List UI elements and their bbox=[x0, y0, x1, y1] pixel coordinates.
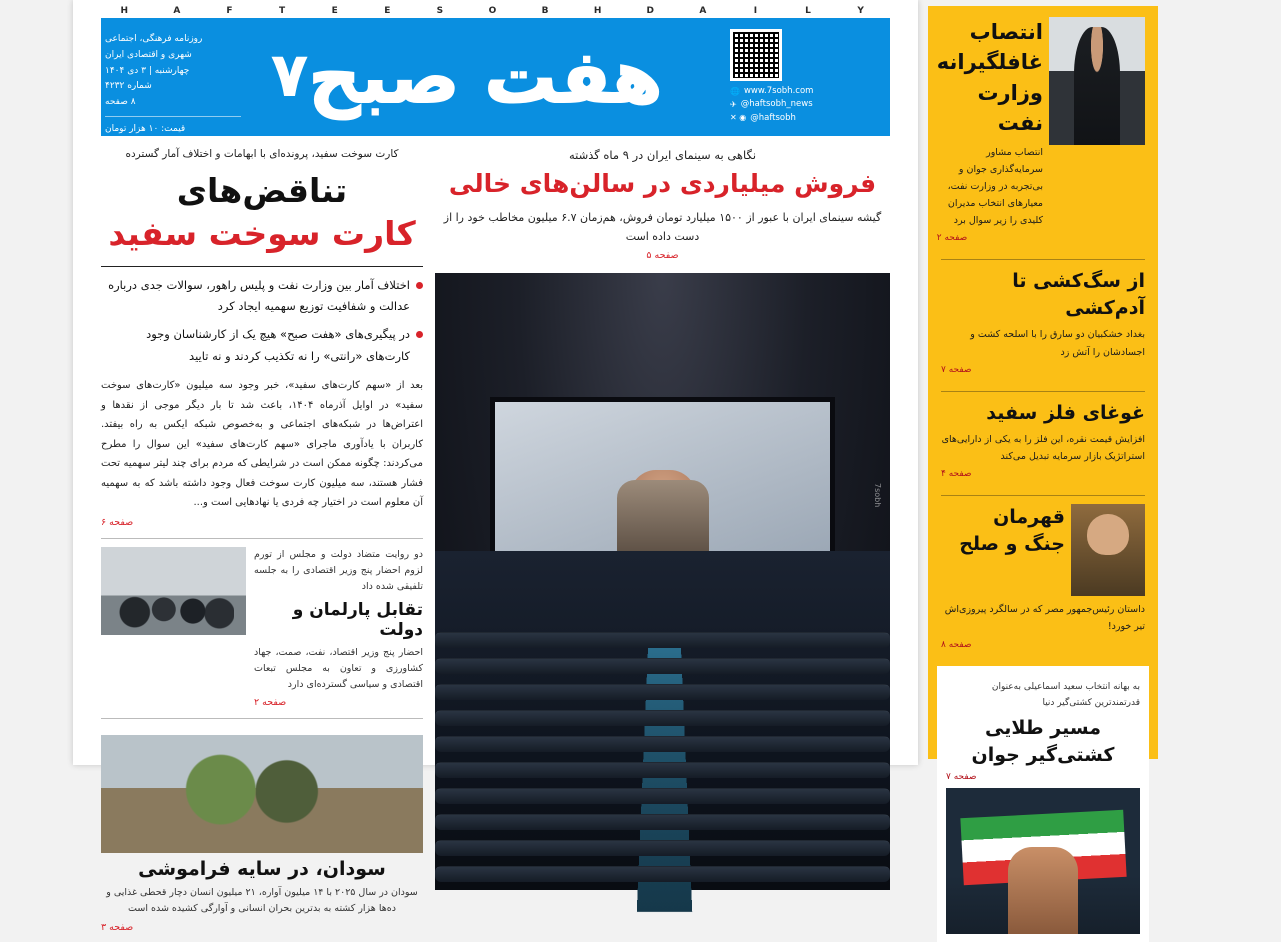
sudan-sub: سودان در سال ۲۰۲۵ با ۱۴ میلیون آواره، ۲۱ میلیون انسان دچار قحطی غذایی و ده‌ها هزار کشته به بدترین بحران انسانی و آوارگی کشیده شده است bbox=[106, 887, 418, 915]
metals-page-tag: صفحه ۴ bbox=[941, 469, 972, 480]
hero-title-line1: قهرمان bbox=[993, 506, 1065, 529]
lead-title-red: کارت سوخت سفید bbox=[108, 213, 416, 253]
metals-sub: افزایش قیمت نقره، این فلز را به یکی از دارایی‌های استراتژیک بازار سرمایه تبدیل می‌کند bbox=[941, 434, 1145, 463]
telegram-row[interactable] bbox=[730, 98, 813, 111]
hero-title-line2: جنگ و صلح bbox=[959, 532, 1065, 555]
bullet-text: در پیگیری‌های «هفت صبح» هیچ یک از کارشناسان وجود کارت‌های «رانتی» را نه تکذیب کردند و نه تایید bbox=[146, 327, 410, 364]
cinema-page-tag: صفحه ۵ bbox=[646, 250, 679, 262]
lead-overline: کارت سوخت سفید، پرونده‌ای با ابهامات و اختلاف آمار گسترده bbox=[125, 148, 399, 160]
parliament-title: تقابل پارلمان و دولت bbox=[292, 599, 423, 640]
photo-credit: 7sobh bbox=[873, 483, 882, 508]
wrestling-title: مسیر طلایی کشتی‌گیر جوان bbox=[971, 716, 1115, 766]
list-item bbox=[101, 275, 423, 319]
oil-photo bbox=[1049, 17, 1145, 145]
cinema-story[interactable] bbox=[435, 146, 890, 757]
latin-letter: S bbox=[436, 6, 450, 16]
latin-letter: O bbox=[488, 6, 503, 16]
dogs-sub: بغداد خشکبیان دو سارق را با اسلحه کشت و اجسادشان را آتش زد bbox=[970, 329, 1145, 358]
info-line-2: شهری و اقتصادی ایران bbox=[105, 49, 192, 60]
oil-title: انتصاب غافلگیرانه وزارت نفت bbox=[936, 20, 1043, 136]
cinema-screen-image bbox=[490, 397, 836, 567]
price: قیمت: ۱۰ هزار تومان bbox=[105, 123, 186, 134]
page-count: ۸ صفحه bbox=[105, 97, 136, 107]
divider bbox=[105, 116, 241, 117]
parliament-story[interactable] bbox=[101, 538, 423, 709]
list-item bbox=[101, 324, 423, 368]
hero-story[interactable] bbox=[931, 495, 1155, 657]
hero-portrait-photo bbox=[1071, 504, 1145, 596]
parliament-overline: دو روایت متضاد دولت و مجلس از تورم لزوم احضار پنج وزیر اقتصادی را به جلسه تلفیقی شده داد bbox=[254, 548, 423, 592]
newspaper-sheet bbox=[73, 0, 918, 933]
cinema-kicker: نگاهی به سینمای ایران در ۹ ماه گذشته bbox=[568, 148, 757, 162]
bullet-dot-icon bbox=[416, 282, 423, 289]
latin-letter: H bbox=[120, 6, 135, 16]
oil-story[interactable] bbox=[931, 9, 1155, 251]
latin-letter: A bbox=[173, 6, 187, 16]
latin-letter: I bbox=[753, 6, 764, 16]
oil-page-tag: صفحه ۲ bbox=[936, 233, 968, 244]
masthead-info bbox=[101, 18, 251, 136]
x-instagram-icon: ✕ ◉ bbox=[730, 112, 747, 122]
cinema-lede: گیشه سینمای ایران با عبور از ۱۵۰۰ میلیارد تومان فروش، هم‌زمان ۶.۷ میلیون مخاطب خود را از دست داده است bbox=[443, 210, 882, 243]
sudan-page-tag: صفحه ۳ bbox=[101, 921, 134, 933]
latin-letter: H bbox=[593, 6, 608, 16]
wrestling-photo bbox=[946, 788, 1140, 934]
latin-letter: L bbox=[805, 6, 817, 16]
telegram-icon: ✈ bbox=[730, 99, 737, 109]
wrestling-story[interactable] bbox=[937, 666, 1149, 942]
issue-date: چهارشنبه | ۳ دی ۱۴۰۴ bbox=[105, 65, 190, 76]
parliament-sub: احضار پنج وزیر اقتصاد، نفت، صمت، جهاد کشاورزی و تعاون به مجلس تبعات اقتصادی و سیاسی گسترده‌ای دارد bbox=[254, 646, 423, 691]
website-url: www.7sobh.com bbox=[743, 86, 814, 97]
dogs-page-tag: صفحه ۷ bbox=[941, 364, 972, 375]
lead-story-column bbox=[101, 146, 423, 933]
latin-letter: F bbox=[226, 6, 239, 16]
wrestling-page-tag: صفحه ۷ bbox=[946, 772, 977, 783]
sudan-photo bbox=[101, 735, 423, 853]
contact-list bbox=[730, 85, 813, 125]
social-row[interactable] bbox=[730, 112, 813, 125]
latin-letter: E bbox=[384, 6, 397, 16]
bullet-text: اختلاف آمار بین وزارت نفت و پلیس راهور، سوالات جدی درباره عدالت و شفافیت توزیع سهمیه ایجاد کرد bbox=[108, 277, 410, 314]
hero-sub: داستان رئیس‌جمهور مصر که در سالگرد پیروزی‌اش تیر خورد! bbox=[944, 604, 1145, 633]
latin-letter: E bbox=[331, 6, 344, 16]
lead-page-tag: صفحه ۶ bbox=[101, 516, 134, 528]
wrestling-overline: به بهانه انتخاب سعید اسماعیلی به‌عنوان قدرتمندترین کشتی‌گیر دنیا bbox=[991, 681, 1140, 708]
logo-wordmark: هفت صبح bbox=[308, 35, 663, 119]
website-row[interactable] bbox=[730, 85, 813, 98]
metals-story[interactable] bbox=[931, 391, 1155, 488]
latin-letter: A bbox=[699, 6, 713, 16]
divider bbox=[941, 259, 1145, 260]
latin-letter: D bbox=[646, 6, 660, 16]
cinema-seats bbox=[435, 582, 890, 891]
telegram-handle: @haftsobh_news bbox=[740, 99, 813, 110]
parliament-photo bbox=[101, 547, 246, 635]
issue-number: شماره ۴۲۳۲ bbox=[105, 81, 152, 92]
oil-sub: انتصاب مشاور سرمایه‌گذاری جوان و بی‌تجربه در وزارت نفت، معیارهای انتخاب مدیران کلیدی را زیر سوال برد bbox=[947, 146, 1043, 227]
latin-letter: Y bbox=[857, 6, 870, 16]
dogs-title: از سگ‌کشی تا آدم‌کشی bbox=[1012, 270, 1145, 319]
social-handle: @haftsobh bbox=[750, 112, 796, 123]
globe-icon: 🌐 bbox=[730, 86, 740, 96]
lead-bullets bbox=[101, 275, 423, 368]
cinema-headline-block bbox=[435, 146, 890, 267]
divider bbox=[941, 495, 1145, 496]
masthead-latin-strip bbox=[101, 6, 890, 16]
qr-code-icon[interactable] bbox=[730, 29, 782, 81]
divider bbox=[941, 391, 1145, 392]
lead-title-black: تناقض‌های bbox=[176, 170, 348, 210]
parliament-page-tag: صفحه ۲ bbox=[254, 697, 287, 709]
sudan-story[interactable] bbox=[101, 718, 423, 932]
lead-body: بعد از «سهم کارت‌های سفید»، خبر وجود سه میلیون «کارت‌های سوخت سفید» در اوایل آذرماه ۱۴۰۴، باعث شد تا بار دیگر موجی از نقدها و اعتراض‌ها در شبکه‌های اجتماعی و به‌خصوص شبکه ایکس به راه بیفتد. کاربران با یادآوری ماجرای «سهم کارت‌های سفید» این سوال را مطرح می‌کردند: چگونه ممکن است در شرایطی که مردم برای چند لیتر سهمیه تحت فشار هستند، سه میلیون کارت سوخت فعال وجود داشته باشد که به سهمیه آن معلوم است در اختیار چه فردی یا نهادهایی است و... bbox=[101, 380, 423, 508]
masthead-logo bbox=[251, 18, 720, 136]
latin-letter: B bbox=[541, 6, 555, 16]
masthead-contact-block bbox=[720, 18, 890, 136]
latin-letter: T bbox=[279, 6, 292, 16]
bullet-dot-icon bbox=[416, 331, 423, 338]
logo-seven-glyph: ۷ bbox=[270, 38, 309, 111]
dogs-story[interactable] bbox=[931, 259, 1155, 382]
divider bbox=[101, 266, 423, 267]
masthead bbox=[101, 18, 890, 136]
info-line-1: روزنامه فرهنگی، اجتماعی bbox=[105, 34, 203, 44]
hero-page-tag: صفحه ۸ bbox=[941, 639, 972, 650]
cinema-photo bbox=[435, 273, 890, 890]
cinema-title: فروش میلیاردی در سالن‌های خالی bbox=[448, 169, 877, 198]
sudan-title: سودان، در سایه فراموشی bbox=[138, 858, 386, 881]
metals-title: غوغای فلز سفید bbox=[986, 401, 1145, 424]
sidebar-yellow-column bbox=[928, 6, 1158, 783]
